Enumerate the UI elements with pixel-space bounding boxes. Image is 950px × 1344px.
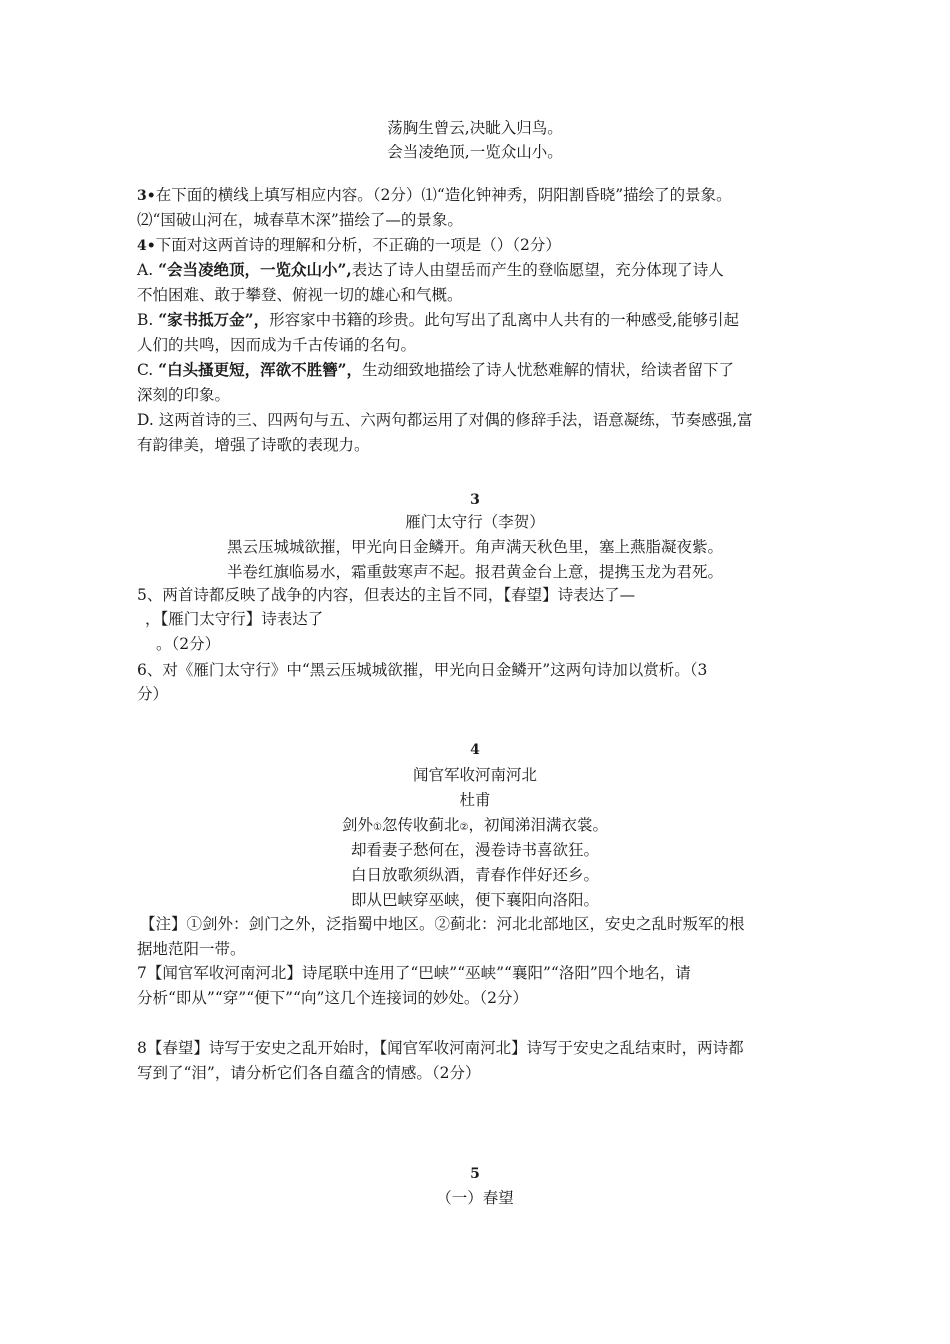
footnote-marker: ① (373, 822, 382, 833)
poem-line: 却看妻子愁何在，漫卷诗书喜欲狂。 (350, 841, 599, 859)
option-a (137, 258, 827, 282)
question-text: 在下面的横线上填写相应内容。（2分）⑴“造化钟神秀，阴阳割昏晓”描绘了的景象。 (155, 186, 732, 204)
section-title: （一）春望 (436, 1189, 514, 1207)
option-d: D. 这两首诗的三、四两句与五、六两句都运用了对偶的修辞手法，语意凝练，节奏感强,富 (137, 411, 753, 429)
option-label: B. (137, 311, 159, 329)
option-label: C. (137, 361, 159, 379)
section-number: 5 (470, 1166, 480, 1182)
question-number: 3• (137, 188, 156, 204)
poem-line: 白日放歌须纵酒，青春作伴好还乡。 (350, 866, 599, 884)
option-label: A. (137, 261, 159, 279)
poem-line: 黑云压城城欲摧，甲光向日金鳞开。角声满天秋色里，塞上燕脂凝夜紫。 (226, 538, 723, 556)
poem-line: 荡胸生曾云,决眦入归鸟。 (387, 119, 563, 137)
question-7-line: 分析“即从”“穿”“便下”“向”这几个连接词的妙处。（2分） (137, 989, 529, 1007)
poem-title: 闻官军收河南河北 (412, 766, 537, 784)
poem-text: ，初闻涕泪满衣裳。 (468, 816, 608, 834)
poem-author: 杜甫 (459, 791, 491, 809)
poem-text: 剑外 (342, 816, 374, 834)
section-number: 4 (470, 742, 480, 758)
question-7-line: 7【闻官军收河南河北】诗尾联中连用了“巴峡”“巫峡”“襄阳”“洛阳”四个地名，请 (137, 964, 691, 982)
poem-line (0, 813, 950, 840)
poem-line: 即从巴峡穿巫峡，便下襄阳向洛阳。 (350, 891, 599, 909)
annotation: 据地范阳一带。 (137, 940, 246, 958)
poem-line: 会当凌绝顶,一览众山小。 (387, 143, 563, 161)
annotation: 【注】①剑外：剑门之外，泛指蜀中地区。②蓟北：河北北部地区，安史之乱时叛军的根 (140, 915, 745, 933)
option-text: 生动细致地描绘了诗人忧愁难解的情状，给读者留下了 (362, 361, 735, 379)
poem-text: 忽传收蓟北 (381, 816, 460, 834)
section-number: 3 (470, 492, 480, 508)
option-b (137, 308, 827, 332)
poem-line: 半卷红旗临易水，霜重鼓寒声不起。报君黄金台上意，提携玉龙为君死。 (226, 563, 723, 581)
option-b-cont: 人们的共鸣，因而成为千古传诵的名句。 (137, 336, 417, 354)
option-text: 表达了诗人由望岳而产生的登临愿望，充分体现了诗人 (351, 261, 724, 279)
question-5-line: 。（2分） (156, 635, 221, 653)
question-number: 4• (137, 238, 156, 254)
option-c-cont: 深刻的印象。 (137, 386, 231, 404)
option-c (137, 358, 827, 382)
question-5-line: ，【雁门太守行】诗表达了 (145, 610, 324, 628)
question-6-line: 分） (137, 685, 169, 703)
question-8-line: 8【春望】诗写于安史之乱开始时，【闻官军收河南河北】诗写于安史之乱结束时，两诗都 (137, 1039, 744, 1057)
option-quote: “家书抵万金”， (158, 310, 270, 329)
question-4-stem (137, 233, 827, 258)
question-8-line: 写到了“泪”，请分析它们各自蕴含的情感。（2分） (137, 1064, 481, 1082)
poem-title: 雁门太守行（李贺） (405, 513, 545, 531)
option-text: 形容家中书籍的珍贵。此句写出了乱离中人共有的一种感受,能够引起 (269, 311, 740, 329)
question-3-line (137, 183, 827, 208)
option-quote: “白头搔更短，浑欲不胜簪”， (158, 360, 363, 379)
question-3-line: ⑵“国破山河在，城春草木深”描绘了—的景象。 (137, 211, 463, 229)
option-a-cont: 不怕困难、敢于攀登、俯视一切的雄心和气概。 (137, 286, 463, 304)
option-quote: “会当凌绝顶，一览众山小”, (158, 260, 352, 279)
question-6-line: 6、对《雁门太守行》中“黑云压城城欲摧，甲光向日金鳞开”这两句诗加以赏析。（3 (137, 661, 708, 679)
footnote-marker: ② (459, 822, 469, 833)
option-d-cont: 有韵律美，增强了诗歌的表现力。 (137, 436, 370, 454)
question-5-line: 5、两首诗都反映了战争的内容，但表达的主旨不同，【春望】诗表达了— (137, 586, 636, 604)
question-text: 下面对这两首诗的理解和分析，不正确的一项是（）（2分） (155, 236, 561, 254)
